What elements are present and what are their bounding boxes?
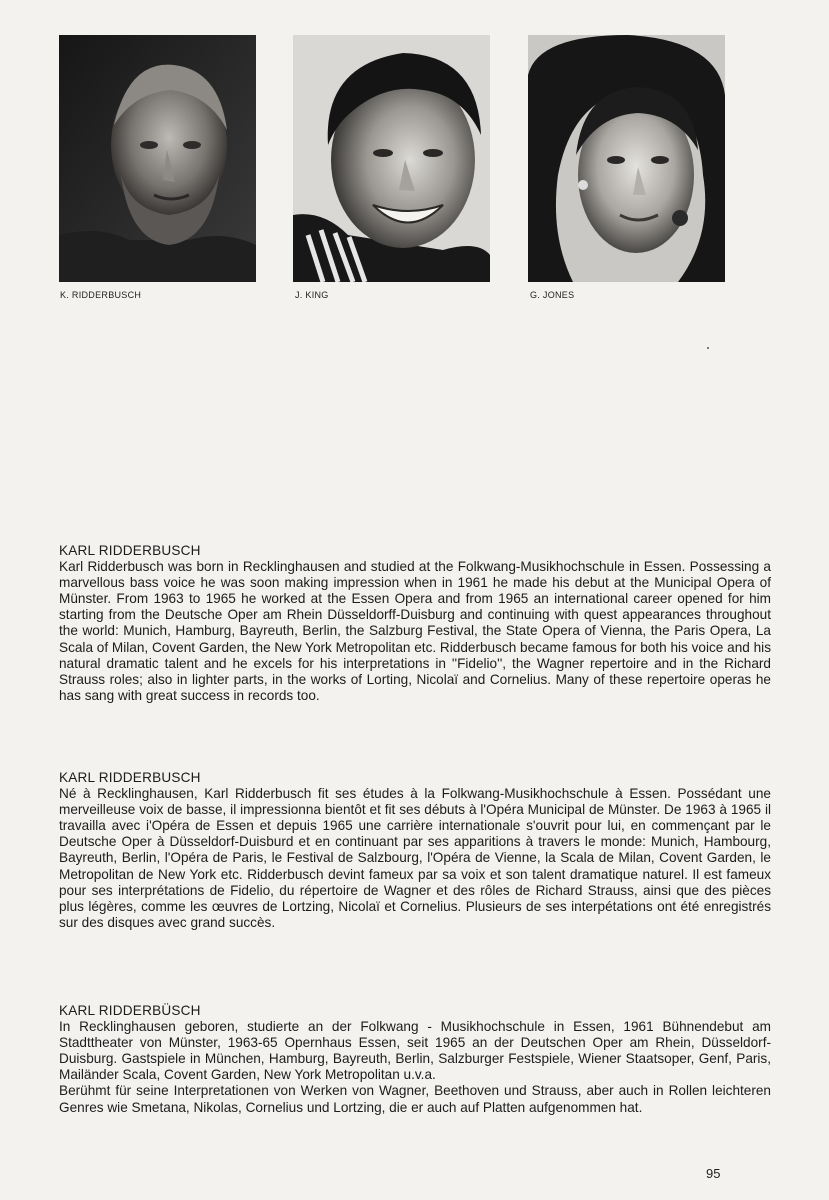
photo-caption: K. RIDDERBUSCH [60,290,142,300]
photo-caption: J. KING [295,290,329,300]
photo-ridderbusch [59,35,256,282]
bio-english [59,543,771,704]
bio-french [59,770,771,931]
photo-king [293,35,490,282]
bio-german [59,1003,771,1116]
print-speck [707,347,709,349]
bio-text: Karl Ridderbusch was born in Recklinghausen and studied at the Folkwang-Musikhochschule in Essen. Possessing a marvellous bass voice he was soon making impression when in 1961 he made his debut at the Municipal Opera of Münster. From 1963 to 1965 he worked at the Essen Opera and from 1965 an international career opened for him starting from the Deutsche Oper am Rhein Düsseldorff-Duisburg and continuing with quest appearances throughout the world: Munich, Hamburg, Bayreuth, Berlin, the Salzburg Festival, the State Opera of Vienna, the Paris Opera, La Scala of Milan, Covent Garden, the New York Metropolitan etc. Ridderbusch became famous for both his voice and his natural dramatic talent and he excels for his interpretations in ''Fidelio'', the Wagner repertoire and in the Richard Strauss roles; also in lighter parts, in the works of Lorting, Nicolaï and Cornelius. Many of these repertoire operas he has sang with great success in records too. [59,559,771,703]
portrait-image [528,35,725,282]
bio-heading: KARL RIDDERBUSCH [59,543,201,558]
portrait-image [293,35,490,282]
photo-jones [528,35,725,282]
bio-heading: KARL RIDDERBÜSCH [59,1003,201,1018]
bio-text: Né à Recklinghausen, Karl Ridderbusch fit ses études à la Folkwang-Musikhochschule à Essen. Possédant une merveilleuse voix de basse, il impressionna bientôt et fit ses débuts à l'Opéra Municipal de Münster. De 1963 à 1965 il travailla avec i'Opéra de Essen et depuis 1965 une carrière internationale s'ouvrit pour lui, en commençant par le Deutsche Oper à Düsseldorf-Duisburd et en continuant par ses apparitions à travers le monde: Munich, Hambourg, Bayreuth, Berlin, l'Opéra de Paris, le Festival de Salzbourg, l'Opéra de Vienne, la Scala de Milan, Covent Garden, le Metropolitan de New York etc. Ridderbusch devint fameux par sa voix et son talent dramatique naturel. Il est fameux pour ses interprétations de Fidelio, du répertoire de Wagner et des rôles de Richard Strauss, ainsi que des pièces plus légères, comme les œuvres de Lortzing, Nicolaï et Cornelius. Plusieurs de ses interpétations ont été enregistrés sur des disques avec grand succès. [59,786,771,930]
page-number: 95 [706,1166,721,1181]
bio-heading: KARL RIDDERBUSCH [59,770,201,785]
portrait-image [59,35,256,282]
bio-text: In Recklinghausen geboren, studierte an der Folkwang - Musikhochschule in Essen, 1961 Bühnendebut am Stadttheater von Münster, 1963-65 Opernhaus Essen, seit 1965 an der Deutschen Oper am Rhein, Düsseldorf-Duisburg. Gastspiele in München, Hamburg, Bayreuth, Berlin, Salzburger Festspiele, Wiener Staatsoper, Genf, Paris, Mailänder Scala, Covent Garden, New York Metropolitan u.v.a. Berühmt für seine Interpretationen von Werken von Wagner, Beethoven und Strauss, aber auch in Rollen leichteren Genres wie Smetana, Nikolas, Cornelius und Lortzing, die er auch auf Platten aufgenommen hat. [59,1019,771,1115]
photo-caption: G. JONES [530,290,575,300]
